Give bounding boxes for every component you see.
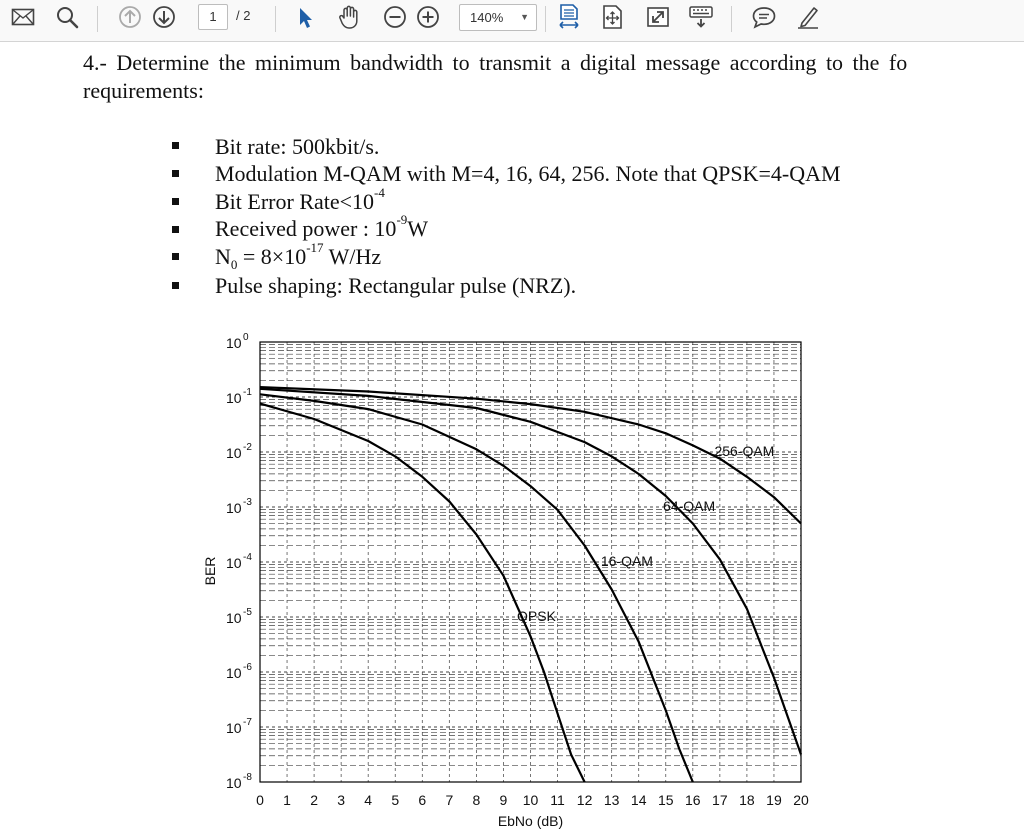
fit-width-icon[interactable]	[554, 0, 584, 34]
mail-icon[interactable]	[8, 0, 38, 34]
requirement-modulation: Modulation M-QAM with M=4, 16, 64, 256. Note that QPSK=4-QAM	[215, 161, 841, 186]
x-tick-label: 8	[472, 792, 481, 808]
requirement-received-power: Received power : $10^{-9}W$	[215, 212, 429, 241]
select-arrow-icon[interactable]	[290, 0, 320, 34]
x-tick-label: 1	[283, 792, 291, 808]
y-tick-exponent: -6	[243, 662, 252, 673]
ber-chart	[0, 284, 1024, 829]
y-tick-exponent: -1	[243, 387, 252, 398]
bullet-icon	[172, 198, 179, 205]
y-tick-label: 10	[226, 720, 242, 736]
zoom-select[interactable]	[459, 4, 537, 31]
x-tick-label: 5	[391, 792, 400, 808]
x-tick-label: 4	[364, 792, 373, 808]
x-tick-label: 10	[522, 792, 539, 808]
chevron-down-icon: ▼	[520, 12, 529, 22]
pdf-page	[0, 42, 1024, 829]
x-tick-label: 17	[712, 792, 728, 808]
x-tick-label: 18	[739, 792, 755, 808]
comment-icon[interactable]	[749, 0, 779, 34]
zoom-in-icon[interactable]	[413, 0, 443, 34]
x-tick-label: 9	[499, 792, 508, 808]
y-tick-label: 10	[226, 390, 242, 406]
y-axis-label: BER	[202, 556, 218, 586]
fullscreen-icon[interactable]	[643, 0, 673, 34]
y-tick-exponent: -8	[243, 772, 252, 783]
requirement-noise-density: $N_0 = 8\times 10^{-17}$ W/Hz	[215, 240, 382, 272]
y-tick-exponent: 0	[243, 332, 249, 343]
x-tick-label: 6	[418, 792, 427, 808]
x-tick-label: 11	[550, 792, 565, 808]
hand-tool-icon[interactable]	[334, 0, 364, 34]
x-axis-label: EbNo (dB)	[497, 813, 564, 829]
pdf-toolbar	[0, 0, 1024, 42]
bullet-icon	[172, 226, 179, 233]
x-tick-label: 15	[657, 792, 674, 808]
keyboard-icon[interactable]	[686, 0, 716, 34]
x-tick-label: 3	[337, 792, 346, 808]
x-tick-label: 13	[603, 792, 620, 808]
y-tick-label: 10	[226, 610, 242, 626]
x-tick-label: 20	[793, 792, 809, 808]
y-tick-label: 10	[226, 775, 242, 791]
x-tick-label: 19	[766, 792, 782, 808]
zoom-out-icon[interactable]	[380, 0, 410, 34]
x-tick-label: 0	[256, 792, 264, 808]
y-tick-exponent: -3	[243, 497, 252, 508]
fit-page-icon[interactable]	[597, 0, 627, 34]
series-label-16-qam: 16-QAM	[600, 553, 653, 569]
requirement-ber: Bit Error $Rate<10^{-4}$	[215, 185, 385, 214]
page-down-icon[interactable]	[149, 0, 179, 34]
series-label-256-qam: 256-QAM	[714, 443, 775, 459]
y-tick-label: 10	[226, 665, 242, 681]
y-tick-label: 10	[226, 335, 242, 351]
search-icon[interactable]	[52, 0, 82, 34]
x-tick-label: 2	[310, 792, 318, 808]
y-tick-exponent: -5	[243, 607, 252, 618]
y-tick-exponent: -7	[243, 717, 252, 728]
x-tick-label: 12	[576, 792, 593, 808]
bullet-icon	[172, 142, 179, 149]
x-tick-label: 7	[445, 792, 454, 808]
series-label-64-qam: 64-QAM	[663, 498, 716, 514]
problem-statement-line2: requirements:	[83, 78, 204, 103]
y-tick-exponent: -4	[243, 552, 252, 563]
requirement-bit-rate: Bit rate: 500kbit/s.	[215, 134, 380, 159]
zoom-value: 140%	[470, 10, 504, 25]
y-tick-exponent: -2	[243, 442, 252, 453]
requirement-pulse-shaping: Pulse shaping: Rectangular pulse (NRZ).	[215, 273, 577, 298]
y-tick-label: 10	[226, 500, 242, 516]
x-tick-label: 16	[685, 792, 701, 808]
x-tick-label: 14	[630, 792, 647, 808]
series-label-qpsk: QPSK	[516, 608, 556, 624]
page-total-label: / 2	[236, 8, 251, 23]
problem-statement-line1: 4.- Determine the minimum bandwidth to transmit a digital message according to the fo	[83, 50, 908, 75]
page-number-input[interactable]: 1	[198, 4, 228, 30]
bullet-icon	[172, 253, 179, 260]
sign-pen-icon[interactable]	[793, 0, 823, 34]
page-up-icon[interactable]	[115, 0, 145, 34]
bullet-icon	[172, 170, 179, 177]
y-tick-label: 10	[226, 445, 242, 461]
y-tick-label: 10	[226, 555, 242, 571]
